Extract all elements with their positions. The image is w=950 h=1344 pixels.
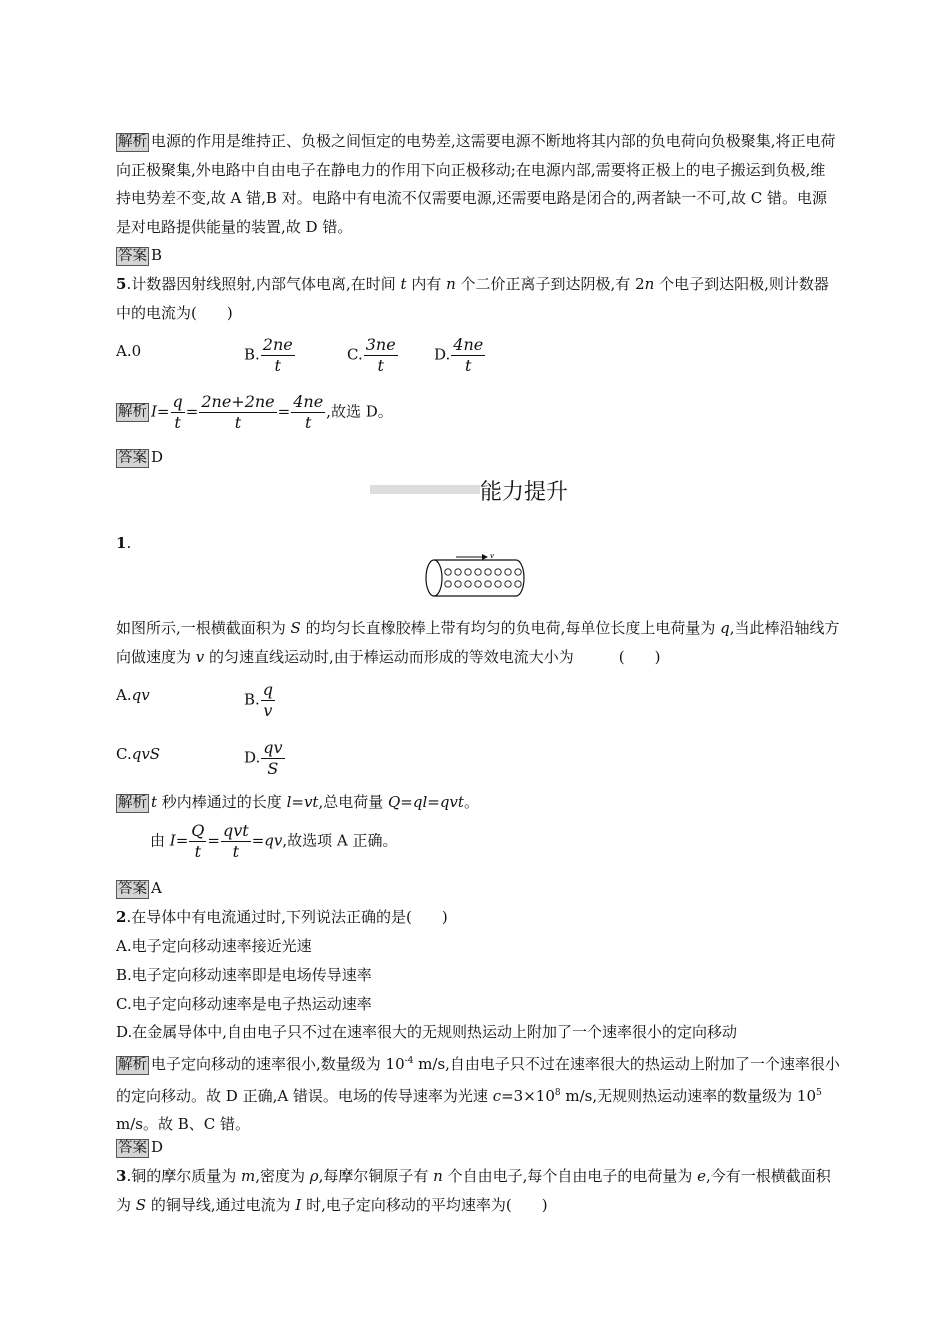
q5-stem bbox=[116, 270, 840, 327]
charge bbox=[475, 569, 481, 575]
denominator: t bbox=[174, 413, 181, 432]
denominator: t bbox=[304, 413, 312, 432]
numerator: 2ne+2ne bbox=[201, 392, 275, 411]
var-rho: ρ bbox=[309, 1167, 319, 1185]
q5-option-a: A.0 bbox=[116, 342, 142, 360]
denominator: v bbox=[263, 701, 273, 720]
p3-stem-text: ,今有一根横截面积为 bbox=[116, 1167, 831, 1214]
analysis-text: m/s,自由电子只不过在速率很大的热运动上附加了一个速率很小的定向移动。故 D 正确,A 错误。电场的传导速率为光速 bbox=[116, 1055, 840, 1105]
p1-stem-text: ,当此棒沿轴线方向做速度为 bbox=[116, 619, 840, 666]
rod-end bbox=[426, 560, 442, 596]
charge bbox=[455, 581, 461, 587]
var-S: S bbox=[135, 1195, 147, 1214]
option-prefix: B. bbox=[244, 690, 260, 709]
analysis-text: m/s,无规则热运动速率的数量级为 10 bbox=[560, 1086, 816, 1105]
numerator: q bbox=[262, 680, 274, 699]
charge bbox=[505, 581, 511, 587]
p2-option-d: D.在金属导体中,自由电子只不过在速率很大的无规则热运动上附加了一个速率很小的定向移动 bbox=[116, 1023, 738, 1041]
var-I: I bbox=[295, 1195, 302, 1214]
analysis-text: 秒内棒通过的长度 bbox=[157, 793, 287, 811]
exponent: -4 bbox=[404, 1056, 414, 1066]
option-prefix: A. bbox=[116, 686, 132, 704]
fraction bbox=[261, 335, 295, 376]
denominator: t bbox=[377, 356, 384, 375]
q5-answer-value: D bbox=[151, 448, 164, 466]
fraction bbox=[291, 392, 325, 433]
p2-number: 2 bbox=[116, 908, 127, 926]
q5-option-c bbox=[347, 335, 399, 376]
p3-number: 3 bbox=[116, 1167, 127, 1185]
rod-figure bbox=[424, 553, 526, 599]
q5-stem-text: 个二价正离子到达阴极,有 2 bbox=[455, 275, 645, 293]
p3-stem-text: 时,电子定向移动的平均速率为( ) bbox=[301, 1195, 548, 1214]
q5-number: 5 bbox=[116, 275, 127, 293]
charge bbox=[515, 581, 521, 587]
q5-option-d bbox=[434, 335, 486, 376]
fraction bbox=[364, 335, 398, 376]
var-n: n bbox=[644, 275, 655, 293]
equals: = bbox=[185, 402, 199, 421]
option-prefix: B. bbox=[244, 345, 260, 364]
charge bbox=[485, 569, 491, 575]
p1-option-c bbox=[116, 745, 160, 763]
q5-stem-text: 内有 bbox=[406, 275, 447, 293]
option-prefix: D. bbox=[244, 748, 261, 767]
section-title: 能力提升 bbox=[480, 480, 569, 505]
p1-stem-text: 的均匀长直橡胶棒上带有均匀的负电荷,每单位长度上电荷量为 bbox=[300, 619, 721, 637]
p1-option-d bbox=[244, 738, 286, 779]
numerator: 2ne bbox=[262, 335, 293, 354]
var-c: c bbox=[492, 1086, 502, 1105]
analysis-tag: 解析 bbox=[118, 795, 147, 811]
q5-option-b bbox=[244, 335, 296, 376]
p1-stem-text: 的匀速直线运动时,由于棒运动而形成的等效电流大小为 ( ) bbox=[204, 647, 661, 666]
formula-I: I= bbox=[151, 402, 170, 421]
p2-analysis bbox=[116, 1047, 840, 1139]
p1-analysis-line2 bbox=[150, 821, 874, 862]
p3-stem-text: 的铜导线,通过电流为 bbox=[146, 1195, 296, 1214]
analysis-text: =3×10 bbox=[501, 1086, 555, 1105]
charges bbox=[445, 569, 521, 587]
denominator: t bbox=[274, 356, 281, 375]
answer-tag: 答案 bbox=[118, 450, 147, 466]
fraction bbox=[221, 821, 251, 862]
var-n: n bbox=[446, 275, 456, 293]
q5-stem-text: 个电子到达阳极,则计数器中的电流为( ) bbox=[116, 275, 829, 322]
p2-answer bbox=[116, 1133, 840, 1162]
option-value: qvS bbox=[131, 745, 161, 763]
p1-answer bbox=[116, 874, 840, 903]
charge bbox=[515, 569, 521, 575]
p2-stem-text: .在导体中有电流通过时,下列说法正确的是( ) bbox=[126, 908, 448, 926]
option-value: qv bbox=[131, 686, 150, 704]
numerator: qvt bbox=[222, 821, 249, 840]
charge bbox=[465, 569, 471, 575]
p1-answer-value: A bbox=[151, 879, 162, 897]
exponent: 8 bbox=[554, 1087, 561, 1098]
charge bbox=[505, 569, 511, 575]
q4-answer-value: B bbox=[151, 246, 163, 264]
formula-l: l=vt bbox=[286, 793, 319, 811]
p1-number-text: 1 bbox=[116, 534, 127, 552]
q4-analysis-text: 电源的作用是维持正、负极之间恒定的电势差,这需要电源不断地将其内部的负电荷向负极聚集,将正电荷向正极聚集,外电路中自由电子在静电力的作用下向正极移动;在电源内部,需要将正极上的电子搬运到负极,维持电势差不变,故 A 错,B 对。电路中有电流不仅需要电源,还需要电路是闭合的,两者缺一不可,故 C 错。电源是对电路提供能量的装置,故 D 错。 bbox=[116, 132, 836, 236]
var-m: m bbox=[240, 1167, 256, 1185]
p2-option-c: C.电子定向移动速率是电子热运动速率 bbox=[116, 995, 372, 1013]
var-n: n bbox=[433, 1167, 443, 1185]
numerator: Q bbox=[191, 821, 205, 840]
numerator: 3ne bbox=[365, 335, 396, 354]
rod-outline bbox=[434, 560, 524, 596]
p2-stem bbox=[116, 903, 840, 932]
p1-stem-text: 如图所示,一根横截面积为 bbox=[116, 619, 291, 637]
p3-stem-text: 个自由电子,每个自由电子的电荷量为 bbox=[442, 1167, 698, 1185]
p1-option-b bbox=[244, 680, 276, 721]
option-prefix: C. bbox=[347, 345, 363, 364]
charge bbox=[495, 581, 501, 587]
analysis-tag: 解析 bbox=[118, 1057, 147, 1073]
var-v: v bbox=[195, 647, 205, 666]
analysis-text: 电子定向移动的速率很小,数量级为 10 bbox=[151, 1055, 405, 1073]
option-prefix: C. bbox=[116, 745, 132, 763]
charge bbox=[485, 581, 491, 587]
velocity-label: v bbox=[490, 553, 494, 560]
var-t: t bbox=[400, 275, 407, 293]
numerator: qv bbox=[263, 738, 283, 757]
formula-Q: Q=ql=qvt bbox=[388, 793, 464, 811]
var-e: e bbox=[697, 1167, 707, 1185]
denominator: t bbox=[234, 413, 242, 432]
analysis-tag: 解析 bbox=[118, 404, 147, 420]
p2-option-b: B.电子定向移动速率即是电场传导速率 bbox=[116, 966, 372, 984]
analysis-text: ,总电荷量 bbox=[318, 793, 388, 811]
fraction bbox=[451, 335, 485, 376]
section-header bbox=[370, 475, 590, 505]
answer-tag: 答案 bbox=[118, 1140, 147, 1156]
charge bbox=[475, 581, 481, 587]
p1-analysis-line1 bbox=[116, 788, 840, 817]
charge bbox=[445, 569, 451, 575]
fraction bbox=[261, 738, 284, 779]
exponent: 5 bbox=[816, 1087, 822, 1098]
analysis-text: ,故选项 A 正确。 bbox=[282, 831, 398, 850]
p1-dot: . bbox=[126, 534, 132, 552]
analysis-text: m/s。故 B、C 错。 bbox=[116, 1115, 251, 1133]
answer-tag: 答案 bbox=[118, 881, 147, 897]
numerator: q bbox=[172, 392, 183, 411]
fraction bbox=[261, 680, 275, 721]
section-bar bbox=[370, 485, 480, 494]
numerator: 4ne bbox=[453, 335, 484, 354]
equals: = bbox=[277, 402, 291, 421]
fraction bbox=[171, 392, 185, 433]
p3-stem-text: .铜的摩尔质量为 bbox=[126, 1167, 241, 1185]
charge bbox=[495, 569, 501, 575]
q5-analysis bbox=[116, 392, 840, 433]
p3-stem-text: ,密度为 bbox=[255, 1167, 310, 1185]
q4-answer bbox=[116, 241, 840, 270]
analysis-tag: 解析 bbox=[118, 134, 147, 150]
numerator: 4ne bbox=[293, 392, 324, 411]
var-q: q bbox=[720, 619, 730, 637]
charge bbox=[445, 581, 451, 587]
p1-stem bbox=[116, 614, 840, 671]
var-t: t bbox=[151, 793, 158, 811]
charge bbox=[455, 569, 461, 575]
formula-I: I= bbox=[169, 831, 189, 850]
p2-answer-value: D bbox=[151, 1138, 164, 1156]
fraction bbox=[199, 392, 276, 433]
denominator: S bbox=[267, 759, 279, 778]
p2-option-a: A.电子定向移动速率接近光速 bbox=[116, 937, 312, 955]
denominator: t bbox=[465, 356, 472, 375]
formula-result: =qv bbox=[251, 831, 283, 850]
p1-option-a bbox=[116, 686, 150, 704]
analysis-tail: ,故选 D。 bbox=[326, 402, 393, 421]
analysis-text: 由 bbox=[150, 831, 170, 850]
equals: = bbox=[207, 831, 220, 850]
fraction bbox=[189, 821, 206, 862]
analysis-text: 。 bbox=[463, 793, 479, 811]
answer-tag: 答案 bbox=[118, 248, 147, 264]
denominator: t bbox=[232, 842, 240, 861]
p3-stem-text: ,每摩尔铜原子有 bbox=[318, 1167, 434, 1185]
option-prefix: D. bbox=[434, 345, 451, 364]
q5-answer bbox=[116, 443, 840, 472]
var-S: S bbox=[290, 619, 301, 637]
charge bbox=[465, 581, 471, 587]
arrow-head bbox=[482, 554, 488, 560]
q5-stem-text: .计数器因射线照射,内部气体电离,在时间 bbox=[126, 275, 401, 293]
q4-analysis bbox=[116, 127, 840, 241]
denominator: t bbox=[194, 842, 202, 861]
p3-stem bbox=[116, 1162, 840, 1219]
